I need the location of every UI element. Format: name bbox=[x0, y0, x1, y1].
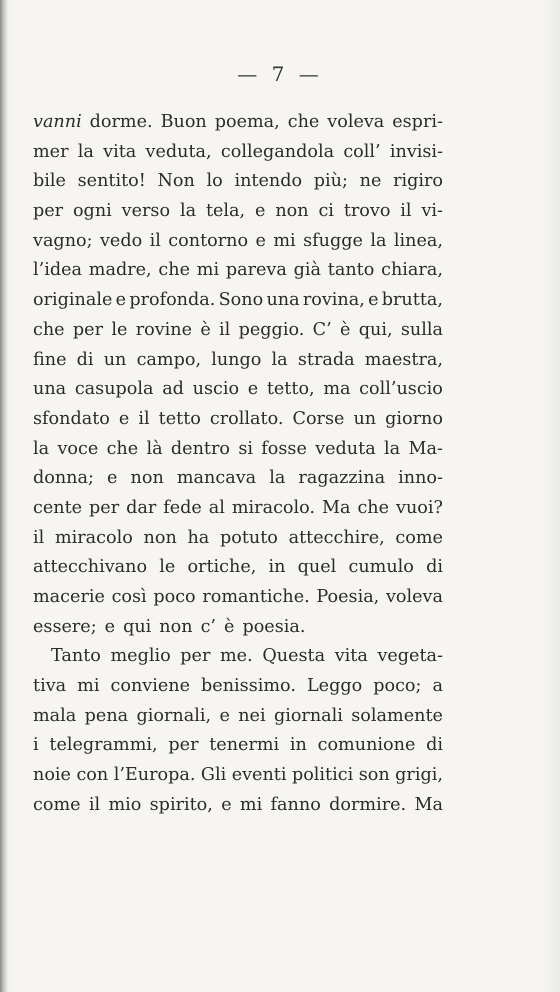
text-word: in bbox=[268, 557, 286, 578]
text-word: che bbox=[33, 319, 65, 340]
text-word: voleva bbox=[385, 587, 443, 607]
text-word: voce bbox=[57, 438, 99, 459]
text-word: ogni bbox=[72, 201, 112, 222]
text-line bbox=[33, 613, 443, 643]
text-word: per bbox=[168, 735, 199, 756]
text-word: peggio. bbox=[238, 319, 305, 340]
body-text bbox=[33, 108, 443, 821]
text-word: vi- bbox=[421, 201, 443, 222]
text-word: Ma bbox=[321, 497, 351, 518]
text-word: che bbox=[287, 112, 320, 132]
text-word: mio bbox=[108, 794, 142, 815]
text-word: rovine bbox=[135, 319, 192, 340]
text-word: crollato. bbox=[209, 408, 284, 429]
text-word: l’Europa. bbox=[113, 765, 196, 786]
text-word: tetto, bbox=[266, 379, 315, 400]
text-word: la bbox=[33, 438, 50, 459]
text-word: che bbox=[158, 260, 191, 281]
text-word: non bbox=[130, 468, 164, 489]
text-word: bile bbox=[33, 171, 66, 192]
text-word: a bbox=[432, 676, 443, 697]
text-word: qui bbox=[123, 616, 152, 637]
text-line bbox=[33, 791, 443, 821]
text-word: Sono bbox=[218, 290, 264, 311]
text-word: per bbox=[33, 201, 64, 222]
text-word: il bbox=[33, 527, 45, 548]
text-line bbox=[33, 256, 443, 286]
text-word: la bbox=[384, 438, 401, 459]
text-word: mala bbox=[33, 705, 77, 726]
text-word: veduta bbox=[315, 438, 376, 459]
text-word: poco bbox=[153, 587, 196, 607]
text-word: la bbox=[370, 230, 387, 251]
text-word: in bbox=[289, 735, 307, 756]
text-line bbox=[33, 553, 443, 583]
text-word: fede bbox=[163, 497, 202, 518]
text-word: C’ bbox=[312, 319, 332, 340]
text-word: poema, bbox=[214, 112, 280, 132]
text-word: la bbox=[77, 141, 94, 162]
text-word: e bbox=[115, 290, 127, 311]
text-word: un bbox=[103, 349, 127, 370]
text-word: grigi, bbox=[395, 765, 443, 786]
text-word: comunione bbox=[317, 735, 416, 756]
text-word: fanno bbox=[270, 794, 321, 815]
text-word: potuto bbox=[219, 527, 278, 548]
text-word: c’ bbox=[200, 616, 217, 637]
text-word: strada bbox=[297, 349, 355, 370]
text-word: espri- bbox=[392, 112, 443, 132]
text-word: Non bbox=[157, 171, 195, 192]
text-word: madre, bbox=[88, 260, 152, 281]
text-word: è bbox=[224, 616, 235, 637]
text-word: poco; bbox=[373, 676, 422, 697]
text-line bbox=[33, 197, 443, 227]
text-word: e bbox=[368, 290, 379, 311]
text-word: giorno bbox=[385, 408, 443, 429]
text-word: dar bbox=[126, 497, 157, 518]
text-word: ad bbox=[162, 379, 184, 400]
text-word: sfondato bbox=[33, 408, 110, 429]
text-word: mi bbox=[239, 794, 263, 815]
text-word: tiva bbox=[33, 676, 67, 697]
text-word: Leggo bbox=[306, 676, 363, 697]
page-number: — 7 — bbox=[237, 62, 323, 86]
text-word: non bbox=[143, 527, 177, 548]
text-word: non bbox=[159, 616, 193, 637]
text-word: rovina, bbox=[302, 290, 365, 311]
text-word: la bbox=[271, 349, 288, 370]
text-line bbox=[33, 286, 443, 316]
text-word: ha bbox=[187, 527, 210, 548]
text-word: pena bbox=[84, 705, 129, 726]
text-word: politici bbox=[291, 765, 354, 786]
text-word: collegandola bbox=[220, 141, 335, 162]
text-word: linea, bbox=[393, 230, 443, 251]
text-word: le bbox=[159, 557, 176, 578]
text-word: più; bbox=[313, 171, 348, 192]
text-word: donna; bbox=[33, 468, 94, 489]
text-line bbox=[33, 167, 443, 197]
text-word: solamente bbox=[351, 705, 443, 726]
text-word: l’idea bbox=[33, 260, 83, 281]
text-line bbox=[33, 761, 443, 791]
text-word: coll’ bbox=[343, 141, 381, 162]
text-word: contorno bbox=[168, 230, 249, 251]
text-word: cente bbox=[33, 497, 83, 518]
text-word: dorme. bbox=[89, 112, 153, 132]
text-word: sfugge bbox=[303, 230, 363, 251]
text-word: meglio bbox=[110, 646, 171, 667]
text-word: essere; bbox=[33, 616, 97, 637]
text-word: vuoi? bbox=[396, 497, 443, 518]
text-line bbox=[33, 316, 443, 346]
text-line bbox=[33, 583, 443, 613]
text-word: telegrammi, bbox=[49, 735, 158, 756]
text-line bbox=[33, 227, 443, 257]
text-word: miracolo. bbox=[231, 497, 316, 518]
text-word: il bbox=[149, 230, 161, 251]
text-word: un bbox=[353, 408, 377, 429]
text-word: brutta, bbox=[381, 290, 443, 311]
text-line bbox=[33, 375, 443, 405]
text-word: così bbox=[111, 587, 147, 607]
text-word: sulla bbox=[400, 319, 443, 340]
text-word: ci bbox=[318, 201, 334, 222]
text-word: quel bbox=[297, 557, 337, 578]
text-word: è bbox=[200, 319, 211, 340]
text-word: lo bbox=[206, 171, 223, 192]
text-word: tela, bbox=[205, 201, 246, 222]
text-line bbox=[33, 672, 443, 702]
text-word: Buon bbox=[160, 112, 207, 132]
text-word: dentro bbox=[170, 438, 231, 459]
text-word: Ma- bbox=[408, 438, 443, 459]
text-word: una bbox=[266, 290, 300, 311]
page-spine-shadow bbox=[0, 0, 8, 992]
text-word: il bbox=[400, 201, 412, 222]
text-word: Tanto bbox=[51, 646, 101, 667]
text-word: e bbox=[104, 616, 116, 637]
text-word: uscio bbox=[192, 379, 240, 400]
text-word: rigiro bbox=[393, 171, 443, 192]
text-word: vita bbox=[334, 646, 368, 667]
text-word: giornali bbox=[273, 705, 343, 726]
text-word: di bbox=[76, 349, 94, 370]
text-word: trovo bbox=[343, 201, 391, 222]
text-word: già bbox=[293, 260, 322, 281]
text-word: Poesia, bbox=[316, 587, 380, 607]
text-word: per bbox=[180, 646, 211, 667]
text-line bbox=[33, 405, 443, 435]
text-word: i bbox=[33, 735, 39, 756]
text-line bbox=[33, 731, 443, 761]
text-word: pareva bbox=[225, 260, 287, 281]
text-word: e bbox=[118, 408, 130, 429]
text-word: conviene bbox=[110, 676, 191, 697]
text-word: spirito, bbox=[149, 794, 213, 815]
text-word: e bbox=[255, 201, 266, 222]
text-word: eventi bbox=[231, 765, 287, 786]
text-word: ne bbox=[359, 171, 382, 192]
text-word: vanni bbox=[33, 112, 82, 132]
text-word: di bbox=[426, 735, 443, 756]
text-word: come bbox=[395, 527, 443, 548]
text-word: benissimo. bbox=[201, 676, 296, 697]
text-word: Corse bbox=[292, 408, 345, 429]
text-word: tenermi bbox=[209, 735, 280, 756]
text-line bbox=[33, 702, 443, 732]
text-line bbox=[33, 464, 443, 494]
text-word: con bbox=[76, 765, 109, 786]
text-word: il bbox=[88, 794, 101, 815]
text-word: romantiche. bbox=[202, 587, 310, 607]
text-word: al bbox=[208, 497, 225, 518]
text-word: il bbox=[219, 319, 231, 340]
text-word: il bbox=[138, 408, 150, 429]
text-word: intendo bbox=[234, 171, 303, 192]
text-word: nei bbox=[238, 705, 266, 726]
text-word: là bbox=[146, 438, 163, 459]
text-word: come bbox=[33, 794, 81, 815]
text-word: noie bbox=[33, 765, 71, 786]
text-word: miracolo bbox=[54, 527, 133, 548]
text-word: per bbox=[72, 319, 104, 340]
text-word: maestra, bbox=[364, 349, 443, 370]
text-word: Gli bbox=[200, 765, 227, 786]
text-word: campo, bbox=[136, 349, 202, 370]
text-word: che bbox=[357, 497, 390, 518]
text-line bbox=[33, 435, 443, 465]
text-line bbox=[33, 108, 443, 138]
text-word: inno- bbox=[398, 468, 443, 489]
text-word: verso bbox=[121, 201, 171, 222]
text-word: Questa bbox=[262, 646, 326, 667]
text-word: fine bbox=[33, 349, 67, 370]
text-word: originale bbox=[33, 290, 113, 311]
text-word: qui, bbox=[358, 319, 393, 340]
text-word: vagno; bbox=[33, 230, 93, 251]
text-word: mancava bbox=[176, 468, 257, 489]
text-word: mi bbox=[273, 230, 296, 251]
text-word: ma bbox=[323, 379, 351, 400]
text-word: la bbox=[269, 468, 286, 489]
text-word: le bbox=[111, 319, 128, 340]
text-word: e bbox=[247, 379, 259, 400]
text-word: mi bbox=[77, 676, 100, 697]
text-word: che bbox=[106, 438, 139, 459]
text-word: giornali, bbox=[136, 705, 212, 726]
text-word: tanto bbox=[327, 260, 375, 281]
text-word: e bbox=[255, 230, 266, 251]
text-word: di bbox=[426, 557, 443, 578]
text-word: attecchivano bbox=[33, 557, 148, 578]
text-word: Ma bbox=[414, 794, 443, 815]
text-line bbox=[33, 642, 443, 672]
text-word: attecchire, bbox=[288, 527, 385, 548]
text-word: lungo bbox=[211, 349, 262, 370]
text-word: per bbox=[89, 497, 120, 518]
text-word: chiara, bbox=[381, 260, 443, 281]
text-line bbox=[33, 346, 443, 376]
text-word: e bbox=[107, 468, 118, 489]
text-word: vita bbox=[103, 141, 137, 162]
text-word: ragazzina bbox=[298, 468, 386, 489]
text-word: cumulo bbox=[348, 557, 414, 578]
text-word: e bbox=[219, 705, 230, 726]
text-word: è bbox=[340, 319, 351, 340]
text-word: si bbox=[238, 438, 253, 459]
text-word: poesia. bbox=[242, 616, 306, 637]
text-word: una bbox=[33, 379, 67, 400]
text-word: voleva bbox=[327, 112, 385, 132]
text-word: fosse bbox=[261, 438, 307, 459]
text-line bbox=[33, 138, 443, 168]
text-word: la bbox=[179, 201, 197, 222]
text-word: profonda. bbox=[129, 290, 216, 311]
text-word: ortiche, bbox=[187, 557, 257, 578]
text-word: macerie bbox=[33, 587, 105, 607]
text-word: e bbox=[221, 794, 232, 815]
text-line bbox=[33, 494, 443, 524]
text-word: me. bbox=[220, 646, 253, 667]
text-word: son bbox=[358, 765, 390, 786]
text-word: veduta, bbox=[145, 141, 212, 162]
text-word: vegeta- bbox=[377, 646, 443, 667]
text-word: vedo bbox=[99, 230, 143, 251]
text-word: sentito! bbox=[77, 171, 146, 192]
text-word: dormire. bbox=[329, 794, 407, 815]
text-word: mi bbox=[196, 260, 220, 281]
text-word: casupola bbox=[74, 379, 154, 400]
text-line bbox=[33, 524, 443, 554]
text-word: coll’uscio bbox=[359, 379, 443, 400]
text-word: mer bbox=[33, 141, 69, 162]
text-word: tetto bbox=[158, 408, 201, 429]
text-word: invisi- bbox=[389, 141, 443, 162]
text-word: non bbox=[275, 201, 309, 222]
